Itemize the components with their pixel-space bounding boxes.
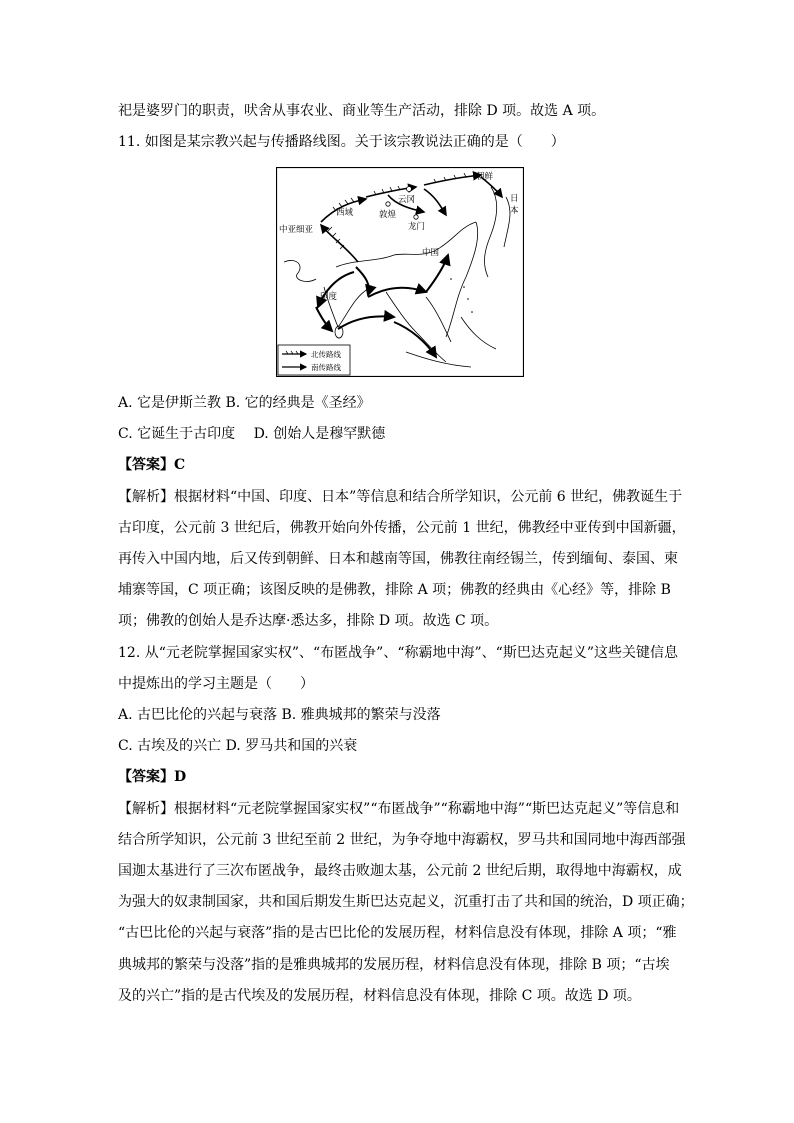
option-ab: A. 它是伊斯兰教 B. 它的经典是《圣经》 xyxy=(118,395,371,411)
option-cd: C. 它诞生于古印度 D. 创始人是穆罕默德 xyxy=(118,426,386,442)
buddhism-spread-map xyxy=(276,167,524,377)
label-korea: 朝鲜 xyxy=(476,172,494,182)
dunhuang-marker xyxy=(386,202,390,206)
analysis-line: 项；佛教的创始人是乔达摩·悉达多，排除 D 项。故选 C 项。 xyxy=(118,613,499,629)
analysis-line: 埔寨等国，C 项正确；该图反映的是佛教，排除 A 项；佛教的经典由《心经》等，排除 B xyxy=(118,582,671,598)
answer: 【答案】D xyxy=(118,769,187,785)
analysis-line: 及的兴亡”指的是古代埃及的发展历程，材料信息没有体现，排除 C 项。故选 D 项。 xyxy=(118,988,641,1004)
option-ab: A. 古巴比伦的兴起与衰落 B. 雅典城邦的繁荣与没落 xyxy=(118,707,441,723)
text-line: 祀是婆罗门的职责，吠舍从事农业、商业等生产活动，排除 D 项。故选 A 项。 xyxy=(118,103,606,119)
analysis-line: 结合所学知识，公元前 3 世纪至前 2 世纪，为争夺地中海霸权，罗马共和国同地中海西部强 xyxy=(118,832,686,848)
label-central-asia: 中亚细亚 xyxy=(279,225,314,235)
label-japan-2: 本 xyxy=(510,206,519,216)
longmen-marker xyxy=(414,215,418,219)
question-11: 11. 如图是某宗教兴起与传播路线图。关于该宗教说法正确的是（ ） xyxy=(118,134,565,150)
label-japan-1: 日 xyxy=(510,194,519,204)
legend-south: 南传路线 xyxy=(311,363,341,372)
answer: 【答案】C xyxy=(118,457,186,473)
label-dunhuang: 敦煌 xyxy=(379,210,397,220)
analysis-line: 古印度，公元前 3 世纪后，佛教开始向外传播，公元前 1 世纪，佛教经中亚传到中国新疆， xyxy=(118,520,686,536)
analysis-line: 为强大的奴隶制国家，共和国后期发生斯巴达克起义，沉重打击了共和国的统治，D 项正确； xyxy=(118,894,694,910)
label-india: 印度 xyxy=(320,292,338,302)
label-western-regions: 西域 xyxy=(336,208,354,218)
option-cd: C. 古埃及的兴亡 D. 罗马共和国的兴衰 xyxy=(118,738,358,754)
analysis-line: 典城邦的繁荣与没落”指的是雅典城邦的发展历程，材料信息没有体现，排除 B 项；“古埃 xyxy=(118,957,670,973)
label-yungang: 云冈 xyxy=(398,195,416,205)
yungang-marker xyxy=(407,187,412,192)
analysis-line: 【解析】根据材料“中国、印度、日本”等信息和结合所学知识，公元前 6 世纪，佛教诞生于 xyxy=(118,489,683,505)
question-12: 12. 从“元老院掌握国家实权”、“布匿战争”、“称霸地中海”、“斯巴达克起义”这些关键信息 xyxy=(118,645,678,661)
label-longmen: 龙门 xyxy=(408,222,426,232)
label-china: 中国 xyxy=(422,248,440,258)
analysis-line: 国迦太基进行了三次布匿战争，最终击败迦太基，公元前 2 世纪后期，取得地中海霸权，成 xyxy=(118,863,682,879)
map-legend xyxy=(278,345,350,375)
analysis-line: 【解析】根据材料“元老院掌握国家实权”“布匿战争”“称霸地中海”“斯巴达克起义”等信息和 xyxy=(118,801,680,817)
analysis-line: “古巴比伦的兴起与衰落”指的是古巴比伦的发展历程，材料信息没有体现，排除 A 项；“雅 xyxy=(118,925,677,941)
question-12-cont: 中提炼出的学习主题是（ ） xyxy=(118,676,314,692)
legend-north: 北传路线 xyxy=(311,350,341,359)
analysis-line: 再传入中国内地，后又传到朝鲜、日本和越南等国，佛教往南经锡兰，传到缅甸、泰国、柬 xyxy=(118,551,678,567)
